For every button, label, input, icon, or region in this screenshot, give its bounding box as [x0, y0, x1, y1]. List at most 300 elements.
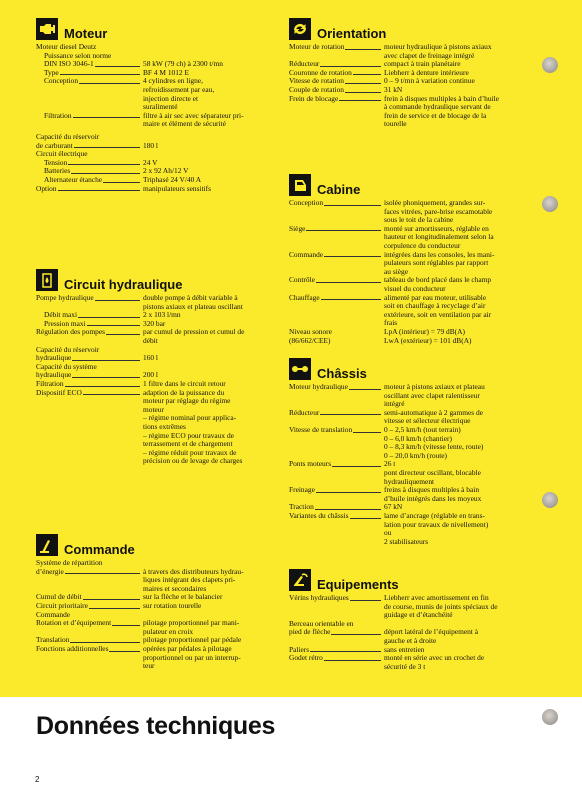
- spec-value: [142, 363, 272, 372]
- binder-hole: [542, 709, 558, 725]
- spec-label-text: Option: [36, 184, 57, 193]
- wheels-icon: [289, 358, 311, 380]
- spec-value: 2 x 92 Ah/12 V: [143, 166, 189, 176]
- spec-value: moteur à pistons axiaux et plateau: [384, 382, 485, 391]
- engine-icon: [36, 18, 58, 40]
- spec-label-text: Moteur hydraulique: [289, 383, 348, 391]
- spec-label: [289, 594, 383, 603]
- spec-value: Liebherr avec amortissement en fin: [384, 593, 489, 602]
- spec-row: [289, 392, 537, 401]
- hydraulic-icon: [36, 269, 58, 291]
- spec-label-text: Capacité du réservoir: [36, 345, 100, 354]
- spec-label: [36, 120, 142, 129]
- spec-label: [289, 95, 383, 104]
- spec-value: LwA (extérieur) = 101 dB(A): [384, 335, 472, 345]
- spec-row: [36, 354, 272, 363]
- spec-label: [36, 303, 142, 312]
- spec-label: [36, 397, 142, 406]
- spec-label-text: [289, 495, 290, 503]
- section-commande: [36, 532, 272, 671]
- spec-label-text: [289, 319, 290, 327]
- binder-hole: [542, 57, 558, 73]
- bucket-icon: [289, 569, 311, 591]
- spec-label: [289, 268, 383, 277]
- spec-label-text: Ponts moteurs: [289, 460, 332, 469]
- spec-label: [36, 654, 142, 663]
- spec-label: [36, 60, 142, 69]
- spec-row: [289, 521, 537, 530]
- spec-label: [289, 417, 383, 426]
- spec-label-text: [36, 414, 37, 422]
- spec-label-text: pied de flèche: [289, 628, 331, 637]
- spec-list: [289, 594, 537, 671]
- spec-value: sur la flèche et le balancier: [143, 592, 223, 602]
- spec-label-text: Niveau sonore: [289, 327, 332, 336]
- spec-value: 58 kW (79 ch) à 2300 t/mn: [143, 59, 223, 69]
- spec-value: précision ou de levage de charges: [143, 456, 243, 466]
- spec-label-text: [36, 423, 37, 431]
- spec-label-text: Contrôle: [289, 276, 315, 285]
- spec-label: [36, 176, 142, 185]
- spec-label-text: Filtration: [36, 379, 64, 388]
- spec-label-text: [36, 440, 37, 448]
- spec-label: [289, 43, 383, 52]
- spec-label-text: [289, 452, 290, 460]
- spec-label-text: Variantes du châssis: [289, 511, 349, 520]
- spec-label-text: Chauffage: [289, 293, 320, 302]
- spec-value: lation pour travaux de nivellement): [384, 519, 489, 529]
- spec-value: pulateur en croix: [143, 626, 194, 636]
- spec-label: [36, 371, 142, 380]
- spec-value: maires et secondaires: [143, 583, 207, 593]
- spec-label: [289, 654, 383, 663]
- spec-label-text: hydraulique: [36, 371, 72, 380]
- spec-label: [289, 529, 383, 538]
- spec-label: [289, 603, 383, 612]
- spec-value: [142, 133, 268, 142]
- spec-row: [289, 452, 537, 461]
- spec-label-text: Circuit prioritaire: [36, 601, 88, 610]
- spec-label-text: [289, 663, 290, 671]
- spec-label-text: [289, 611, 290, 619]
- spec-label: [289, 216, 383, 225]
- spec-label-text: [36, 337, 37, 345]
- spec-label-text: [289, 302, 290, 310]
- spec-label-text: Vitesse de rotation: [289, 77, 344, 86]
- spec-row: [289, 311, 537, 320]
- spec-label: [36, 320, 142, 329]
- spec-label-text: Dispositif ECO: [36, 388, 82, 397]
- page-title: Données techniques: [36, 712, 276, 740]
- section-circuit-hydraulique: [36, 267, 272, 466]
- spec-label-text: Cumul de débit: [36, 593, 82, 602]
- spec-value: sous le toit de la cabine: [384, 215, 454, 225]
- spec-value: 0 – 6,0 km/h (chantier): [384, 433, 452, 443]
- spec-label-text: [289, 120, 290, 128]
- spec-label-text: Commande: [289, 250, 324, 259]
- spec-value: [142, 150, 268, 159]
- spec-label: [289, 521, 383, 530]
- spec-value: guidage et d’étanchéité: [384, 610, 453, 620]
- spec-label: [289, 637, 383, 646]
- spec-label: [36, 628, 142, 637]
- spec-value: monté en série avec un crochet de: [384, 653, 485, 663]
- spec-label: [36, 103, 142, 112]
- spec-label-text: Rotation et d’équipement: [36, 619, 112, 628]
- spec-label-text: [36, 86, 37, 94]
- spec-label-text: [36, 654, 37, 662]
- spec-label-text: [289, 435, 290, 443]
- spec-label: [289, 495, 383, 504]
- spec-row: [289, 538, 537, 547]
- spec-value: par cumul de pression et cumul de: [143, 327, 245, 337]
- spec-list: [36, 294, 272, 466]
- spec-value: 31 kN: [384, 84, 403, 94]
- binder-hole: [542, 492, 558, 508]
- spec-value: liques intégrant des clapets pri-: [143, 575, 236, 585]
- spec-list: [289, 383, 537, 546]
- spec-label-text: Freinage: [289, 486, 315, 495]
- section-cabine: [289, 172, 537, 345]
- spec-value: moteur: [143, 404, 164, 414]
- spec-label: [289, 337, 383, 346]
- spec-label-text: Translation: [36, 636, 70, 645]
- spec-label-text: d’énergie: [36, 567, 64, 576]
- spec-value: Triphasé 24 V/40 A: [143, 174, 202, 184]
- spec-row: [289, 77, 537, 86]
- spec-label: [289, 276, 383, 285]
- spec-list: [36, 559, 272, 671]
- spec-label-text: Pression maxi: [36, 320, 87, 328]
- spec-label: [36, 414, 142, 423]
- spec-value: au siège: [384, 266, 409, 276]
- spec-label: [36, 363, 142, 372]
- spec-value: double pompe à débit variable à: [143, 293, 238, 302]
- spec-value: sur rotation tourelle: [143, 600, 202, 610]
- spec-label: [36, 294, 142, 303]
- spec-label: [36, 423, 142, 432]
- spec-value: 0 – 9 t/mn à variation continue: [384, 76, 475, 86]
- spec-label: [36, 112, 142, 121]
- spec-label: [36, 52, 142, 61]
- spec-label: [289, 469, 383, 478]
- spec-label-text: Conception: [36, 77, 79, 85]
- spec-value: – régime nominal pour applica-: [143, 413, 237, 423]
- spec-label-text: [289, 216, 290, 224]
- section-equipements: [289, 567, 537, 671]
- spec-label: [36, 662, 142, 671]
- spec-label: [289, 512, 383, 521]
- spec-value: proportionnel ou par un interrup-: [143, 652, 241, 662]
- spec-label-text: [289, 603, 290, 611]
- spec-value: 2 x 103 l/mn: [143, 310, 181, 320]
- spec-label: [36, 167, 142, 176]
- spec-label: [36, 406, 142, 415]
- spec-label-text: [289, 529, 290, 537]
- spec-row: [36, 337, 272, 346]
- spec-label-text: [36, 406, 37, 414]
- spec-label-text: Vitesse de translation: [289, 425, 353, 434]
- rotation-icon: [289, 18, 311, 40]
- spec-label: [289, 294, 383, 303]
- spec-label-text: [36, 432, 37, 440]
- spec-value: corpulence du conducteur: [384, 240, 461, 250]
- spec-value: alimenté par eau moteur, utilisable: [384, 292, 487, 302]
- section-moteur: [36, 16, 268, 193]
- spec-label: [289, 478, 383, 487]
- spec-label: [289, 426, 383, 435]
- spec-value: BF 4 M 1012 E: [143, 67, 189, 77]
- spec-label-text: Puissance selon norme: [36, 52, 112, 60]
- spec-label: [289, 52, 383, 61]
- spec-row: [289, 259, 537, 268]
- spec-row: [36, 120, 268, 129]
- spec-label-text: [36, 95, 37, 103]
- spec-row: [289, 495, 537, 504]
- spec-label-text: [289, 311, 290, 319]
- spec-label: [289, 460, 383, 469]
- spec-label: [36, 311, 142, 320]
- spec-label-text: Alternateur étanche: [36, 176, 103, 184]
- spec-label: [36, 150, 142, 159]
- spec-value: 0 – 20,0 km/h (route): [384, 450, 448, 460]
- spec-value: ou: [384, 528, 392, 538]
- spec-label-text: [289, 259, 290, 267]
- spec-row: [289, 112, 537, 121]
- spec-label: [289, 86, 383, 95]
- spec-label-text: [36, 120, 37, 128]
- spec-label-text: DIN ISO 3046-1: [36, 60, 95, 68]
- spec-label-text: Type: [36, 69, 60, 77]
- spec-label-text: [36, 103, 37, 111]
- spec-value: avec clapet de freinage intégré: [384, 50, 475, 60]
- spec-label-text: Commande: [36, 610, 71, 619]
- spec-value: compact à train planétaire: [384, 59, 461, 69]
- spec-value: adaption de la puissance du: [143, 387, 225, 397]
- spec-value: gauche et à droite: [384, 635, 437, 645]
- spec-label-text: Godet rétro: [289, 654, 323, 663]
- spec-label-text: [36, 585, 37, 593]
- spec-label-text: Berceau orientable en: [289, 619, 354, 628]
- spec-label: [36, 77, 142, 86]
- spec-value: monté sur amortisseurs, réglable en: [384, 223, 489, 233]
- spec-value: tourelle: [384, 119, 407, 129]
- spec-label-text: Siège: [289, 224, 306, 233]
- spec-value: pont directeur oscillant, blocable: [384, 467, 481, 477]
- spec-value: frais: [384, 318, 398, 328]
- spec-label: [289, 400, 383, 409]
- spec-value: oscillant avec clapet ralentisseur: [384, 390, 480, 400]
- section-title: Orientation: [317, 26, 387, 41]
- spec-label: [289, 60, 383, 69]
- spec-value: pistons axiaux et plateau oscillant: [143, 301, 243, 311]
- spec-label: [36, 593, 142, 602]
- spec-value: 1 filtre dans le circuit retour: [143, 378, 226, 388]
- spec-value: visuel du conducteur: [384, 283, 446, 293]
- spec-value: pilotage proportionnel par pédale: [143, 635, 242, 645]
- spec-label-text: de carburant: [36, 141, 73, 150]
- spec-label: [289, 452, 383, 461]
- spec-row: [36, 457, 272, 466]
- spec-label-text: [289, 233, 290, 241]
- spec-label-text: Vérins hydrauliques: [289, 594, 349, 602]
- spec-label-text: [289, 637, 290, 645]
- spec-label-text: Capacité du réservoir: [36, 132, 100, 141]
- spec-label-text: [289, 469, 290, 477]
- spec-row: [289, 337, 537, 346]
- spec-value: vitesse et sélecteur électrique: [384, 416, 471, 426]
- spec-label-text: [289, 285, 290, 293]
- spec-value: hydrauliquement: [384, 476, 435, 486]
- spec-value: 180 l: [143, 140, 158, 150]
- spec-label-text: Paliers: [289, 645, 310, 654]
- spec-row: [36, 602, 272, 611]
- spec-label-text: [289, 52, 290, 60]
- spec-value: [142, 346, 272, 355]
- spec-label-text: [289, 417, 290, 425]
- spec-value: 0 – 2,5 km/h (tout terrain): [384, 424, 461, 434]
- spec-label-text: hydraulique: [36, 354, 72, 363]
- spec-label: [289, 663, 383, 672]
- spec-label-text: [36, 576, 37, 584]
- spec-value: à commande hydraulique servant de: [384, 102, 491, 112]
- spec-label-text: [289, 392, 290, 400]
- spec-label-text: Réducteur: [289, 60, 320, 69]
- spec-label-text: [289, 400, 290, 408]
- spec-value: moteur par réglage du régime: [143, 396, 231, 406]
- spec-list: [289, 199, 537, 345]
- spec-row: [36, 142, 268, 151]
- spec-value: manipulateurs sensitifs: [143, 183, 211, 193]
- spec-label-text: [36, 628, 37, 636]
- spec-label: [289, 328, 383, 337]
- spec-label-text: [289, 112, 290, 120]
- spec-value: sécurité de 3 t: [384, 661, 426, 671]
- spec-label-text: Circuit électrique: [36, 150, 88, 159]
- spec-label: [289, 392, 383, 401]
- spec-label-text: [36, 397, 37, 405]
- section-title: Commande: [64, 542, 135, 557]
- section-title: Equipements: [317, 577, 399, 592]
- spec-label: [289, 319, 383, 328]
- spec-label: [36, 159, 142, 168]
- spec-value: 320 bar: [143, 318, 166, 328]
- spec-label-text: Pompe hydraulique: [36, 294, 94, 302]
- spec-label: [289, 646, 383, 655]
- spec-label: [289, 120, 383, 129]
- spec-label: [36, 636, 142, 645]
- spec-value: moteur hydraulique à pistons axiaux: [384, 42, 492, 51]
- spec-value: terrassement et de chargement: [143, 439, 233, 449]
- spec-value: filtre à air sec avec séparateur pri-: [143, 110, 244, 120]
- spec-label: [289, 251, 383, 260]
- spec-label: [36, 457, 142, 466]
- cab-icon: [289, 174, 311, 196]
- spec-label: [36, 389, 142, 398]
- spec-label-text: Batteries: [36, 167, 71, 175]
- spec-value: hauteur et longitudinalement selon la: [384, 232, 494, 242]
- spec-value: débit: [143, 335, 158, 345]
- spec-label: [36, 602, 142, 611]
- spec-label: [36, 69, 142, 78]
- spec-value: déport latéral de l’équipement à: [384, 627, 478, 637]
- spec-label: [36, 133, 142, 142]
- spec-label: [36, 568, 142, 577]
- spec-value: 4 cylindres en ligne,: [143, 76, 203, 86]
- section-title: Cabine: [317, 182, 361, 197]
- spec-label: [289, 242, 383, 251]
- spec-value: intégrées dans les consoles, les mani-: [384, 249, 495, 259]
- spec-value: 200 l: [143, 370, 158, 380]
- spec-label-text: [289, 103, 290, 111]
- spec-value: soit en chauffage à recyclage d’air: [384, 301, 486, 311]
- spec-label: [289, 503, 383, 512]
- page-number: 2: [35, 775, 40, 784]
- spec-label: [289, 486, 383, 495]
- spec-value: intégré: [384, 399, 405, 409]
- spec-value: 2 stabilisateurs: [384, 536, 429, 546]
- spec-value: frein à disques multiples à bain d’huile: [384, 93, 499, 103]
- spec-label: [36, 337, 142, 346]
- spec-value: teur: [143, 661, 155, 671]
- spec-value: extérieure, soit en ventilation par air: [384, 309, 492, 319]
- section-orientation: [289, 16, 537, 129]
- spec-label-text: Moteur de rotation: [289, 43, 345, 51]
- spec-row: [289, 663, 537, 672]
- spec-label: [289, 285, 383, 294]
- spec-value: refroidissement par eau,: [143, 84, 215, 94]
- spec-label-text: [36, 457, 37, 465]
- spec-label-text: Débit maxi: [36, 311, 78, 319]
- spec-label: [289, 383, 383, 392]
- spec-value: LpA (intérieur) = 79 dB(A): [384, 326, 465, 336]
- spec-label-text: [289, 521, 290, 529]
- spec-label: [36, 185, 142, 194]
- spec-label: [36, 449, 142, 458]
- spec-label: [289, 409, 383, 418]
- spec-label: [36, 585, 142, 594]
- spec-label-text: [36, 662, 37, 670]
- spec-label: [36, 380, 142, 389]
- spec-value: 67 kN: [384, 502, 403, 512]
- spec-label-text: Système de répartition: [36, 559, 103, 567]
- spec-value: – régime ECO pour travaux de: [143, 430, 234, 440]
- spec-row: [36, 185, 268, 194]
- spec-label: [289, 69, 383, 78]
- spec-value: frein de service et de blocage de la: [384, 110, 487, 120]
- spec-value: tions extrêmes: [143, 421, 186, 431]
- spec-label: [36, 354, 142, 363]
- spec-value: maire et élément de sécurité: [143, 119, 226, 129]
- spec-label: [36, 346, 142, 355]
- spec-label: [289, 112, 383, 121]
- spec-value: isolée phoniquement, grandes sur-: [384, 198, 486, 207]
- spec-label-text: Capacité du système: [36, 362, 97, 371]
- spec-value: suralimenté: [143, 102, 178, 112]
- spec-label-text: [36, 303, 37, 311]
- spec-value: – régime réduit pour travaux de: [143, 447, 237, 457]
- spec-label: [36, 43, 142, 52]
- spec-label: [36, 328, 142, 337]
- spec-label: [289, 259, 383, 268]
- spec-value: freins à disques multiples à bain: [384, 485, 480, 495]
- spec-row: [36, 43, 268, 52]
- spec-label: [289, 620, 383, 629]
- spec-label-text: Tension: [36, 159, 68, 167]
- spec-value: de course, munis de joints spéciaux de: [384, 601, 498, 611]
- section-chassis: [289, 356, 537, 546]
- spec-label: [289, 103, 383, 112]
